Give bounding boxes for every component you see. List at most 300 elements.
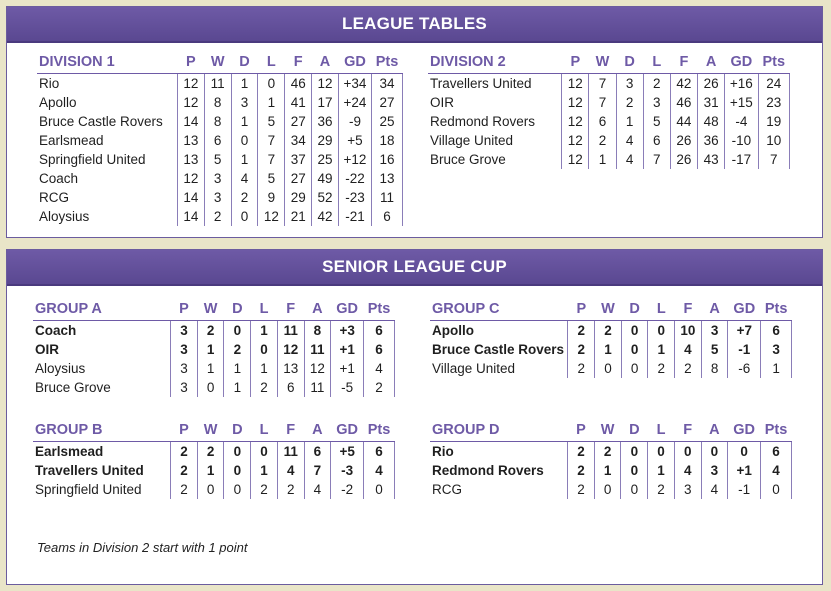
cell-d: 0 xyxy=(231,207,258,226)
cell-w: 5 xyxy=(204,150,231,169)
cell-l: 1 xyxy=(648,340,675,359)
group-d-table xyxy=(430,419,792,499)
cell-a: 4 xyxy=(701,480,728,499)
cell-gd: +1 xyxy=(728,461,761,480)
cell-w: 1 xyxy=(197,340,224,359)
cell-l: 3 xyxy=(643,93,670,112)
cell-l: 2 xyxy=(648,480,675,499)
cell-a: 48 xyxy=(698,112,725,131)
team-name: Earlsmead xyxy=(39,133,104,148)
cell-pts: 4 xyxy=(761,461,792,480)
column-header-p: P xyxy=(568,298,595,321)
cell-f: 6 xyxy=(277,378,304,397)
cell-d: 0 xyxy=(621,461,648,480)
cell-d: 0 xyxy=(621,442,648,462)
cell-f: 0 xyxy=(674,442,701,462)
cell-gd: -6 xyxy=(728,359,761,378)
cell-gd: -10 xyxy=(725,131,758,150)
cell-p: 2 xyxy=(568,340,595,359)
cell-d: 3 xyxy=(616,74,643,94)
cell-pts: 23 xyxy=(758,93,789,112)
column-header-gd: GD xyxy=(331,298,364,321)
cell-f: 37 xyxy=(285,150,312,169)
column-header-pts: Pts xyxy=(372,51,403,74)
team-name: Earlsmead xyxy=(35,444,104,459)
cell-w: 2 xyxy=(197,321,224,341)
cell-gd: -23 xyxy=(338,188,371,207)
cell-pts: 7 xyxy=(758,150,789,169)
table-row xyxy=(428,74,790,94)
cell-a: 12 xyxy=(312,74,339,94)
cell-d: 0 xyxy=(224,321,251,341)
cell-w: 7 xyxy=(589,74,616,94)
cell-a: 52 xyxy=(312,188,339,207)
cell-gd: +16 xyxy=(725,74,758,94)
column-header-l: L xyxy=(648,298,675,321)
cell-w: 0 xyxy=(197,378,224,397)
column-header-w: W xyxy=(595,298,622,321)
cell-a: 3 xyxy=(701,321,728,341)
cell-l: 7 xyxy=(258,131,285,150)
cell-p: 3 xyxy=(171,321,198,341)
cell-f: 26 xyxy=(670,150,697,169)
cell-p: 12 xyxy=(562,112,589,131)
cell-f: 21 xyxy=(285,207,312,226)
column-header-l: L xyxy=(251,419,278,442)
cell-f: 4 xyxy=(674,461,701,480)
cell-l: 5 xyxy=(258,112,285,131)
table-row xyxy=(33,378,395,397)
cell-w: 2 xyxy=(595,321,622,341)
team-name: Springfield United xyxy=(35,482,142,497)
cell-d: 1 xyxy=(231,74,258,94)
column-header-f: F xyxy=(675,298,702,321)
column-header-p: P xyxy=(177,51,204,74)
cell-d: 2 xyxy=(616,93,643,112)
header-row xyxy=(430,419,792,442)
cell-gd: +12 xyxy=(338,150,371,169)
cell-d: 4 xyxy=(231,169,258,188)
cell-p: 2 xyxy=(568,480,595,499)
cell-f: 12 xyxy=(277,340,304,359)
cell-f: 42 xyxy=(670,74,697,94)
group-b-table xyxy=(33,419,395,499)
table-row xyxy=(430,321,792,341)
cell-l: 6 xyxy=(643,131,670,150)
column-header-gd: GD xyxy=(331,419,364,442)
column-header-a: A xyxy=(304,298,331,321)
cell-p: 2 xyxy=(568,442,595,462)
table-row xyxy=(428,112,790,131)
cell-w: 8 xyxy=(204,93,231,112)
cell-w: 1 xyxy=(594,461,621,480)
division-2-table xyxy=(428,51,790,169)
cell-f: 26 xyxy=(670,131,697,150)
cell-gd: -22 xyxy=(338,169,371,188)
cell-l: 2 xyxy=(251,480,278,499)
cell-a: 49 xyxy=(312,169,339,188)
team-name: Rio xyxy=(39,76,60,91)
column-header-d: D xyxy=(621,298,648,321)
cell-p: 2 xyxy=(568,321,595,341)
cell-f: 29 xyxy=(285,188,312,207)
column-header-pts: Pts xyxy=(758,51,789,74)
cell-p: 14 xyxy=(177,112,204,131)
cell-pts: 6 xyxy=(761,442,792,462)
cell-f: 11 xyxy=(277,442,304,462)
cell-pts: 24 xyxy=(758,74,789,94)
cell-p: 3 xyxy=(171,378,198,397)
column-header-d: D xyxy=(224,298,251,321)
table-title: GROUP A xyxy=(33,298,171,321)
cell-gd: +15 xyxy=(725,93,758,112)
cell-f: 27 xyxy=(285,112,312,131)
cell-f: 11 xyxy=(277,321,304,341)
cell-gd: +3 xyxy=(331,321,364,341)
cell-w: 6 xyxy=(204,131,231,150)
column-header-f: F xyxy=(277,419,304,442)
cell-d: 0 xyxy=(621,321,648,341)
column-header-w: W xyxy=(594,419,621,442)
cell-w: 8 xyxy=(204,112,231,131)
table-row xyxy=(37,131,403,150)
cell-w: 6 xyxy=(589,112,616,131)
table-row xyxy=(37,188,403,207)
cell-d: 3 xyxy=(231,93,258,112)
cell-a: 8 xyxy=(701,359,728,378)
cell-pts: 6 xyxy=(372,207,403,226)
column-header-pts: Pts xyxy=(364,419,395,442)
header-row xyxy=(430,298,792,321)
table-row xyxy=(430,340,792,359)
column-header-d: D xyxy=(231,51,258,74)
table-title: DIVISION 2 xyxy=(428,51,562,74)
cell-d: 1 xyxy=(224,378,251,397)
table-title: GROUP D xyxy=(430,419,568,442)
cell-l: 12 xyxy=(258,207,285,226)
cell-d: 0 xyxy=(621,359,648,378)
cell-p: 2 xyxy=(568,461,595,480)
cell-p: 12 xyxy=(562,74,589,94)
cell-d: 0 xyxy=(231,131,258,150)
cell-l: 1 xyxy=(258,93,285,112)
cell-p: 12 xyxy=(177,93,204,112)
cell-w: 1 xyxy=(589,150,616,169)
column-header-gd: GD xyxy=(728,419,761,442)
team-name: Apollo xyxy=(432,323,474,338)
league-tables-panel xyxy=(6,6,823,238)
cell-a: 12 xyxy=(304,359,331,378)
team-name: Coach xyxy=(35,323,77,338)
cell-d: 2 xyxy=(224,340,251,359)
cell-l: 0 xyxy=(258,74,285,94)
column-header-a: A xyxy=(701,298,728,321)
team-name: Village United xyxy=(432,361,516,376)
cell-a: 8 xyxy=(304,321,331,341)
column-header-d: D xyxy=(224,419,251,442)
cell-w: 0 xyxy=(595,359,622,378)
cell-p: 2 xyxy=(568,359,595,378)
team-name: Redmond Rovers xyxy=(432,463,544,478)
cell-l: 1 xyxy=(251,461,278,480)
column-header-w: W xyxy=(204,51,231,74)
cell-a: 43 xyxy=(698,150,725,169)
table-row xyxy=(428,93,790,112)
cell-w: 1 xyxy=(595,340,622,359)
team-name: OIR xyxy=(430,95,455,110)
table-title: GROUP B xyxy=(33,419,171,442)
cell-p: 12 xyxy=(562,131,589,150)
cell-pts: 34 xyxy=(372,74,403,94)
cell-l: 0 xyxy=(251,340,278,359)
cell-gd: +34 xyxy=(338,74,371,94)
cell-gd: +24 xyxy=(338,93,371,112)
cell-a: 17 xyxy=(312,93,339,112)
cell-d: 1 xyxy=(616,112,643,131)
column-header-pts: Pts xyxy=(364,298,395,321)
column-header-w: W xyxy=(197,298,224,321)
team-name: Travellers United xyxy=(430,76,532,91)
table-row xyxy=(33,461,395,480)
cell-w: 2 xyxy=(594,442,621,462)
cell-p: 12 xyxy=(562,150,589,169)
table-row xyxy=(430,359,792,378)
cell-d: 0 xyxy=(224,442,251,462)
column-header-a: A xyxy=(698,51,725,74)
cell-l: 5 xyxy=(643,112,670,131)
cell-a: 36 xyxy=(698,131,725,150)
cell-l: 2 xyxy=(648,359,675,378)
column-header-f: F xyxy=(670,51,697,74)
cell-f: 41 xyxy=(285,93,312,112)
column-header-f: F xyxy=(285,51,312,74)
cell-f: 46 xyxy=(285,74,312,94)
cell-a: 5 xyxy=(701,340,728,359)
cell-pts: 25 xyxy=(372,112,403,131)
cell-gd: -9 xyxy=(338,112,371,131)
cell-f: 44 xyxy=(670,112,697,131)
cell-a: 3 xyxy=(701,461,728,480)
senior-league-cup-panel xyxy=(6,249,823,585)
cell-w: 0 xyxy=(197,480,224,499)
cell-pts: 6 xyxy=(761,321,792,341)
cell-l: 0 xyxy=(648,321,675,341)
cell-gd: 0 xyxy=(728,442,761,462)
cell-pts: 4 xyxy=(364,359,395,378)
column-header-l: L xyxy=(251,298,278,321)
cell-w: 3 xyxy=(204,188,231,207)
cell-a: 11 xyxy=(304,340,331,359)
table-row xyxy=(37,207,403,226)
column-header-a: A xyxy=(312,51,339,74)
cell-w: 3 xyxy=(204,169,231,188)
table-row xyxy=(430,480,792,499)
header-row xyxy=(33,298,395,321)
cell-l: 0 xyxy=(251,442,278,462)
cell-a: 26 xyxy=(698,74,725,94)
cell-d: 4 xyxy=(616,131,643,150)
team-name: Bruce Castle Rovers xyxy=(432,342,565,357)
cell-gd: +1 xyxy=(331,359,364,378)
cell-p: 2 xyxy=(171,480,198,499)
team-name: Redmond Rovers xyxy=(430,114,536,129)
cell-a: 7 xyxy=(304,461,331,480)
column-header-pts: Pts xyxy=(761,419,792,442)
column-header-a: A xyxy=(701,419,728,442)
cell-pts: 6 xyxy=(364,340,395,359)
group-c-table xyxy=(430,298,792,378)
table-row xyxy=(430,461,792,480)
column-header-f: F xyxy=(674,419,701,442)
header-row xyxy=(33,419,395,442)
header-row xyxy=(37,51,403,74)
cell-pts: 10 xyxy=(758,131,789,150)
cell-l: 2 xyxy=(251,378,278,397)
team-name: Bruce Grove xyxy=(35,380,111,395)
cell-p: 14 xyxy=(177,188,204,207)
footnote: Teams in Division 2 start with 1 point xyxy=(37,540,248,555)
cell-f: 4 xyxy=(277,461,304,480)
column-header-l: L xyxy=(648,419,675,442)
team-name: Bruce Castle Rovers xyxy=(39,114,163,129)
table-row xyxy=(37,74,403,94)
cell-pts: 11 xyxy=(372,188,403,207)
cell-d: 1 xyxy=(231,112,258,131)
cell-w: 7 xyxy=(589,93,616,112)
cell-gd: -4 xyxy=(725,112,758,131)
league-tables-banner: LEAGUE TABLES xyxy=(7,7,822,43)
team-name: RCG xyxy=(432,482,462,497)
cell-a: 4 xyxy=(304,480,331,499)
cell-pts: 16 xyxy=(372,150,403,169)
cell-gd: -21 xyxy=(338,207,371,226)
cell-f: 2 xyxy=(277,480,304,499)
senior-league-cup-banner: SENIOR LEAGUE CUP xyxy=(7,250,822,286)
cell-p: 13 xyxy=(177,131,204,150)
column-header-p: P xyxy=(171,419,198,442)
column-header-d: D xyxy=(616,51,643,74)
cell-l: 5 xyxy=(258,169,285,188)
team-name: Village United xyxy=(430,133,514,148)
column-header-l: L xyxy=(643,51,670,74)
team-name: Rio xyxy=(432,444,454,459)
cell-pts: 1 xyxy=(761,359,792,378)
cell-l: 1 xyxy=(251,321,278,341)
team-name: Aloysius xyxy=(39,209,90,224)
cell-w: 2 xyxy=(204,207,231,226)
cell-d: 1 xyxy=(231,150,258,169)
column-header-p: P xyxy=(568,419,595,442)
cell-w: 2 xyxy=(197,442,224,462)
cell-gd: +1 xyxy=(331,340,364,359)
team-name: Apollo xyxy=(39,95,77,110)
cell-w: 1 xyxy=(197,359,224,378)
cell-d: 0 xyxy=(621,340,648,359)
cell-pts: 4 xyxy=(364,461,395,480)
cell-w: 0 xyxy=(594,480,621,499)
team-name: Travellers United xyxy=(35,463,144,478)
table-row xyxy=(33,321,395,341)
table-row xyxy=(33,480,395,499)
cell-gd: +5 xyxy=(331,442,364,462)
cell-a: 25 xyxy=(312,150,339,169)
cell-gd: -1 xyxy=(728,480,761,499)
table-row xyxy=(37,150,403,169)
cell-p: 14 xyxy=(177,207,204,226)
cell-pts: 6 xyxy=(364,442,395,462)
table-row xyxy=(33,359,395,378)
cell-pts: 18 xyxy=(372,131,403,150)
cell-f: 10 xyxy=(675,321,702,341)
cell-p: 12 xyxy=(177,169,204,188)
table-row xyxy=(33,340,395,359)
table-row xyxy=(33,442,395,462)
cell-f: 27 xyxy=(285,169,312,188)
cell-pts: 19 xyxy=(758,112,789,131)
cell-f: 3 xyxy=(674,480,701,499)
group-a-table xyxy=(33,298,395,397)
column-header-p: P xyxy=(562,51,589,74)
cell-gd: -1 xyxy=(728,340,761,359)
table-row xyxy=(428,131,790,150)
cell-w: 1 xyxy=(197,461,224,480)
team-name: Coach xyxy=(39,171,79,186)
table-row xyxy=(37,93,403,112)
cell-p: 12 xyxy=(562,93,589,112)
cell-d: 0 xyxy=(621,480,648,499)
column-header-p: P xyxy=(171,298,198,321)
cell-l: 1 xyxy=(648,461,675,480)
table-title: GROUP C xyxy=(430,298,568,321)
cell-f: 46 xyxy=(670,93,697,112)
column-header-gd: GD xyxy=(728,298,761,321)
cell-d: 0 xyxy=(224,461,251,480)
table-row xyxy=(430,442,792,462)
cell-f: 34 xyxy=(285,131,312,150)
cell-f: 4 xyxy=(675,340,702,359)
cell-gd: +5 xyxy=(338,131,371,150)
cell-w: 2 xyxy=(589,131,616,150)
cell-pts: 0 xyxy=(364,480,395,499)
column-header-gd: GD xyxy=(725,51,758,74)
table-row xyxy=(37,169,403,188)
cell-d: 2 xyxy=(231,188,258,207)
cell-f: 13 xyxy=(277,359,304,378)
cell-a: 31 xyxy=(698,93,725,112)
cell-l: 7 xyxy=(258,150,285,169)
cell-gd: -17 xyxy=(725,150,758,169)
cell-p: 3 xyxy=(171,359,198,378)
cell-p: 2 xyxy=(171,461,198,480)
cell-a: 11 xyxy=(304,378,331,397)
cell-pts: 6 xyxy=(364,321,395,341)
team-name: Springfield United xyxy=(39,152,146,167)
cell-l: 7 xyxy=(643,150,670,169)
column-header-gd: GD xyxy=(338,51,371,74)
cell-p: 3 xyxy=(171,340,198,359)
team-name: Bruce Grove xyxy=(430,152,506,167)
column-header-f: F xyxy=(277,298,304,321)
column-header-w: W xyxy=(197,419,224,442)
cell-gd: -2 xyxy=(331,480,364,499)
header-row xyxy=(428,51,790,74)
cell-l: 1 xyxy=(251,359,278,378)
column-header-w: W xyxy=(589,51,616,74)
column-header-pts: Pts xyxy=(761,298,792,321)
table-row xyxy=(37,112,403,131)
team-name: Aloysius xyxy=(35,361,86,376)
cell-p: 12 xyxy=(177,74,204,94)
